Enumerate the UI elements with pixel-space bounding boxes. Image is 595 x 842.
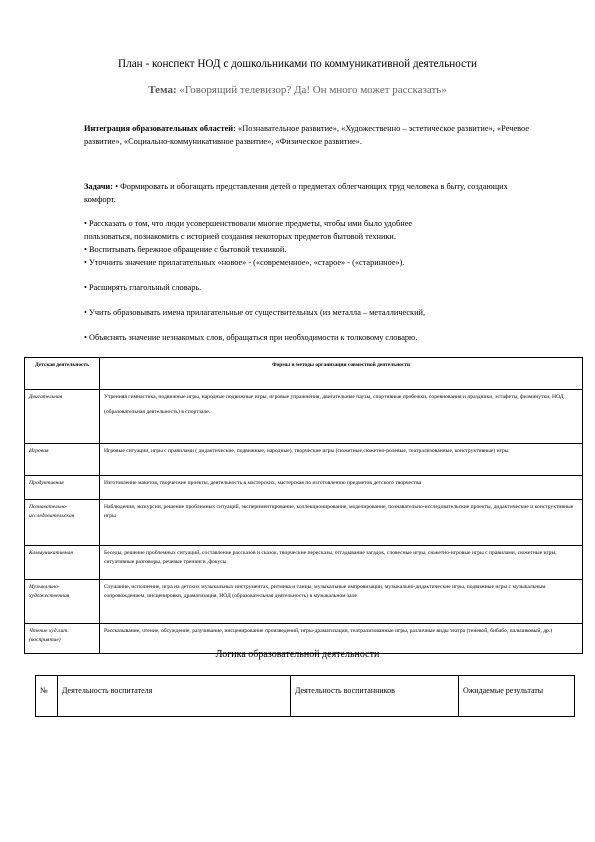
- tasks-paragraph: [84, 181, 532, 206]
- table-row: [25, 390, 583, 444]
- logic-header-cell: Деятельность воспитателя: [58, 676, 291, 717]
- activity-cell: Продуктивная: [25, 476, 100, 500]
- theme-text: «Говорящий телевизор? Да! Он много может рассказать»: [179, 84, 447, 96]
- activity-cell: Музыкально-художественная: [25, 580, 100, 624]
- logic-header-cell: Ожидаемые результаты: [459, 676, 575, 717]
- theme-label: Тема:: [148, 84, 177, 96]
- logic-section-title: Логика образовательной деятельности: [215, 649, 380, 660]
- task-item: пользоваться, познакомить с историей создания некоторых предметов бытовой техники.: [84, 232, 396, 241]
- logic-table: [35, 675, 575, 717]
- tasks-label: Задачи:: [84, 182, 114, 191]
- forms-text: Утренняя гимнастика, подвижные игры, народные подвижные игры, игровые упражнения, двигательные паузы, спортивные пробежки, соревнования и праздники, эстафеты, физминутки, НОД: [104, 394, 564, 400]
- task-item: • Воспитывать бережное обращение с бытовой техникой.: [84, 245, 287, 254]
- table-header-cell: Формы и методы организации совместной деятельности: [100, 358, 583, 390]
- task-item: • Рассказать о том, что люди усовершенствовали многие предметы, чтобы ими было удобнее: [84, 219, 413, 228]
- task-item: • Расширять глагольный словарь.: [84, 283, 202, 292]
- activity-cell: Игровая: [25, 444, 100, 476]
- integration-paragraph: [84, 123, 532, 148]
- forms-methods-table: [24, 357, 583, 654]
- activity-cell: Коммуникативная: [25, 546, 100, 580]
- forms-cell: Слушание, исполнение, игра на детских музыкальных инструментах, ритмика и танцы, музыкальные импровизации, музыкально-дидактические игры, подвижные игры с музыкальным сопровождением, инсценировки, драматизация, НОД (образовательная деятельность) в музыкальном зале: [100, 580, 583, 624]
- table-row: [25, 546, 583, 580]
- activity-cell: Чтение худ.лит. (восприятие): [25, 624, 100, 654]
- task-item: • Уточнить значение прилагательных «новое» - («современное», «старое» - («старинное»).: [84, 258, 405, 267]
- theme-line: [0, 84, 595, 96]
- forms-cell: Наблюдения, экскурсии, решение проблемных ситуаций, экспериментирование, коллекционирование, моделирование, познавательно-исследовательские проекты, дидактические и конструктивные игры: [100, 500, 583, 546]
- forms-text-extra: (образовательная деятельность) в спортзале.: [104, 409, 211, 415]
- table-row: [25, 500, 583, 546]
- logic-header-cell: №: [36, 676, 58, 717]
- document-title: План - конспект НОД с дошкольниками по коммуникативной деятельности: [118, 58, 477, 70]
- integration-text: «Познавательное развитие», «Художественно – эстетическое развитие», «Речевое развитие», «Социально-коммуникативное развитие», «Физическое развитие».: [84, 124, 530, 146]
- forms-cell: Рассказывание, чтение, обсуждение, разучивание, инсценирование произведений, игры-драматизации, театрализованные игры, различные виды театра (теневой, бибабо, пальчиковый, др.): [100, 624, 583, 654]
- activity-cell: Двигательная: [25, 390, 100, 444]
- forms-cell: Игровые ситуации, игры с правилами ( дидактические, подвижные, народные), творческие игры (сюжетные,сюжетно-ролевые, театрализованные, конструктивные) игры: [100, 444, 583, 476]
- integration-label: Интеграция образовательных областей:: [84, 124, 236, 133]
- logic-header-cell: Деятельность воспитанников: [291, 676, 459, 717]
- task-item: • Объяснять значение незнакомых слов, обращаться при необходимости к толковому словарю.: [84, 333, 418, 342]
- table-row: [25, 444, 583, 476]
- table-header-cell: Детская деятельность: [25, 358, 100, 390]
- forms-cell: Беседы, решение проблемных ситуаций, составление рассказов и сказок, творческие пересказы, отгадывание загадок, словесные игры, сюжетно-игровые игры с правилами, сюжетные игры, ситуативные разговоры, речевые тренинги ,фокусы: [100, 546, 583, 580]
- logic-header-row: [36, 676, 575, 717]
- task-item: • Учить образовывать имена прилагательные от существительных (из металла – металлический,: [84, 308, 426, 317]
- task-first: • Формировать и обогащать представления детей о предметах облегчающих труд человека в быту, создающих комфорт.: [84, 182, 508, 204]
- table-row: [25, 476, 583, 500]
- activity-cell: Познавательно-исследовательская: [25, 500, 100, 546]
- forms-cell: [100, 390, 583, 444]
- table-header-row: [25, 358, 583, 390]
- table-row: [25, 580, 583, 624]
- forms-cell: Изготовление макетов, творческие проекты, деятельность в мастерских, мастерская по изготовлению предметов детского творчества: [100, 476, 583, 500]
